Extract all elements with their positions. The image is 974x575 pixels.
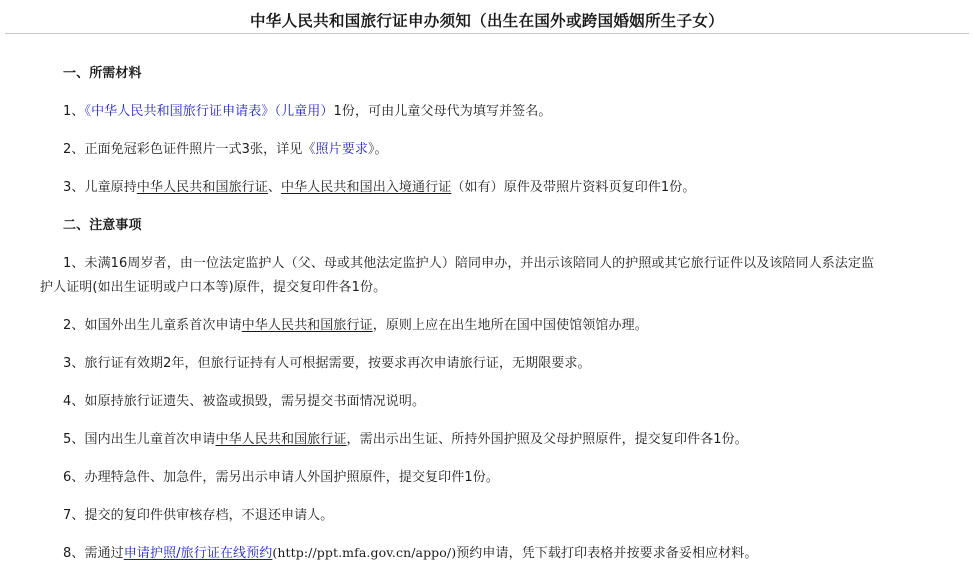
material-item-3-sep: 、 xyxy=(267,180,281,195)
note-item-2 xyxy=(63,314,648,333)
title-divider xyxy=(5,33,969,34)
material-item-3 xyxy=(63,176,695,195)
note-item-5 xyxy=(63,428,748,447)
note-item-4: 4、如原持旅行证遗失、被盗或损毁，需另提交书面情况说明。 xyxy=(63,394,426,409)
note-item-8-prefix: 8、需通过 xyxy=(63,546,124,561)
note-item-5-prefix: 5、国内出生儿童首次申请 xyxy=(63,432,216,447)
section-heading-materials: 一、所需材料 xyxy=(63,66,142,81)
note-item-1-line-1: 1、未满16周岁者，由一位法定监护人（父、母或其他法定监护人）陪同申办，并出示该陪同人的护照或其它旅行证件以及该陪同人系法定监 xyxy=(63,256,875,271)
material-item-2 xyxy=(63,138,388,157)
page-title: 中华人民共和国旅行证申办须知（出生在国外或跨国婚姻所生子女） xyxy=(249,12,724,30)
note-item-5-suffix: ，需出示出生证、所持外国护照及父母护照原件，提交复印件各1份。 xyxy=(346,432,748,447)
material-item-1 xyxy=(63,100,551,119)
note-item-6: 6、办理特急件、加急件，需另出示申请人外国护照原件，提交复印件1份。 xyxy=(63,470,499,485)
travel-permit-link[interactable]: 中华人民共和国旅行证 xyxy=(136,180,268,195)
online-appointment-link[interactable]: 申请护照/旅行证在线预约 xyxy=(123,546,273,561)
travel-permit-link-2[interactable]: 中华人民共和国旅行证 xyxy=(241,318,373,333)
application-form-link[interactable]: 《中华人民共和国旅行证申请表》（儿童用） xyxy=(84,104,334,119)
material-item-1-prefix: 1、 xyxy=(63,104,85,119)
note-item-8-suffix: 预约申请，凭下载打印表格并按要求备妥相应材料。 xyxy=(456,546,758,561)
material-item-1-suffix: 1份，可由儿童父母代为填写并签名。 xyxy=(333,104,552,119)
section-heading-notes: 二、注意事项 xyxy=(63,218,142,233)
note-item-2-prefix: 2、如国外出生儿童系首次申请 xyxy=(63,318,242,333)
note-item-1-line-2: 护人证明(如出生证明或户口本等)原件，提交复印件各1份。 xyxy=(40,280,387,295)
material-item-3-prefix: 3、儿童原持 xyxy=(63,180,137,195)
entry-exit-permit-link[interactable]: 中华人民共和国出入境通行证 xyxy=(281,180,452,195)
note-item-8 xyxy=(63,542,758,561)
note-item-2-suffix: ，原则上应在出生地所在国中国使馆领馆办理。 xyxy=(372,318,648,333)
appointment-url-text: (http://ppt.mfa.gov.cn/appo/) xyxy=(272,545,457,560)
material-item-2-suffix: 》。 xyxy=(367,142,388,157)
material-item-2-prefix: 2、正面免冠彩色证件照片一式3张，详见《 xyxy=(63,142,316,157)
note-item-3: 3、旅行证有效期2年，但旅行证持有人可根据需要，按要求再次申请旅行证，无期限要求。 xyxy=(63,356,591,371)
travel-permit-link-3[interactable]: 中华人民共和国旅行证 xyxy=(215,432,347,447)
material-item-3-suffix: （如有）原件及带照片资料页复印件1份。 xyxy=(451,180,696,195)
photo-requirements-link[interactable]: 照片要求 xyxy=(315,142,368,157)
note-item-7: 7、提交的复印件供审核存档，不退还申请人。 xyxy=(63,508,334,523)
